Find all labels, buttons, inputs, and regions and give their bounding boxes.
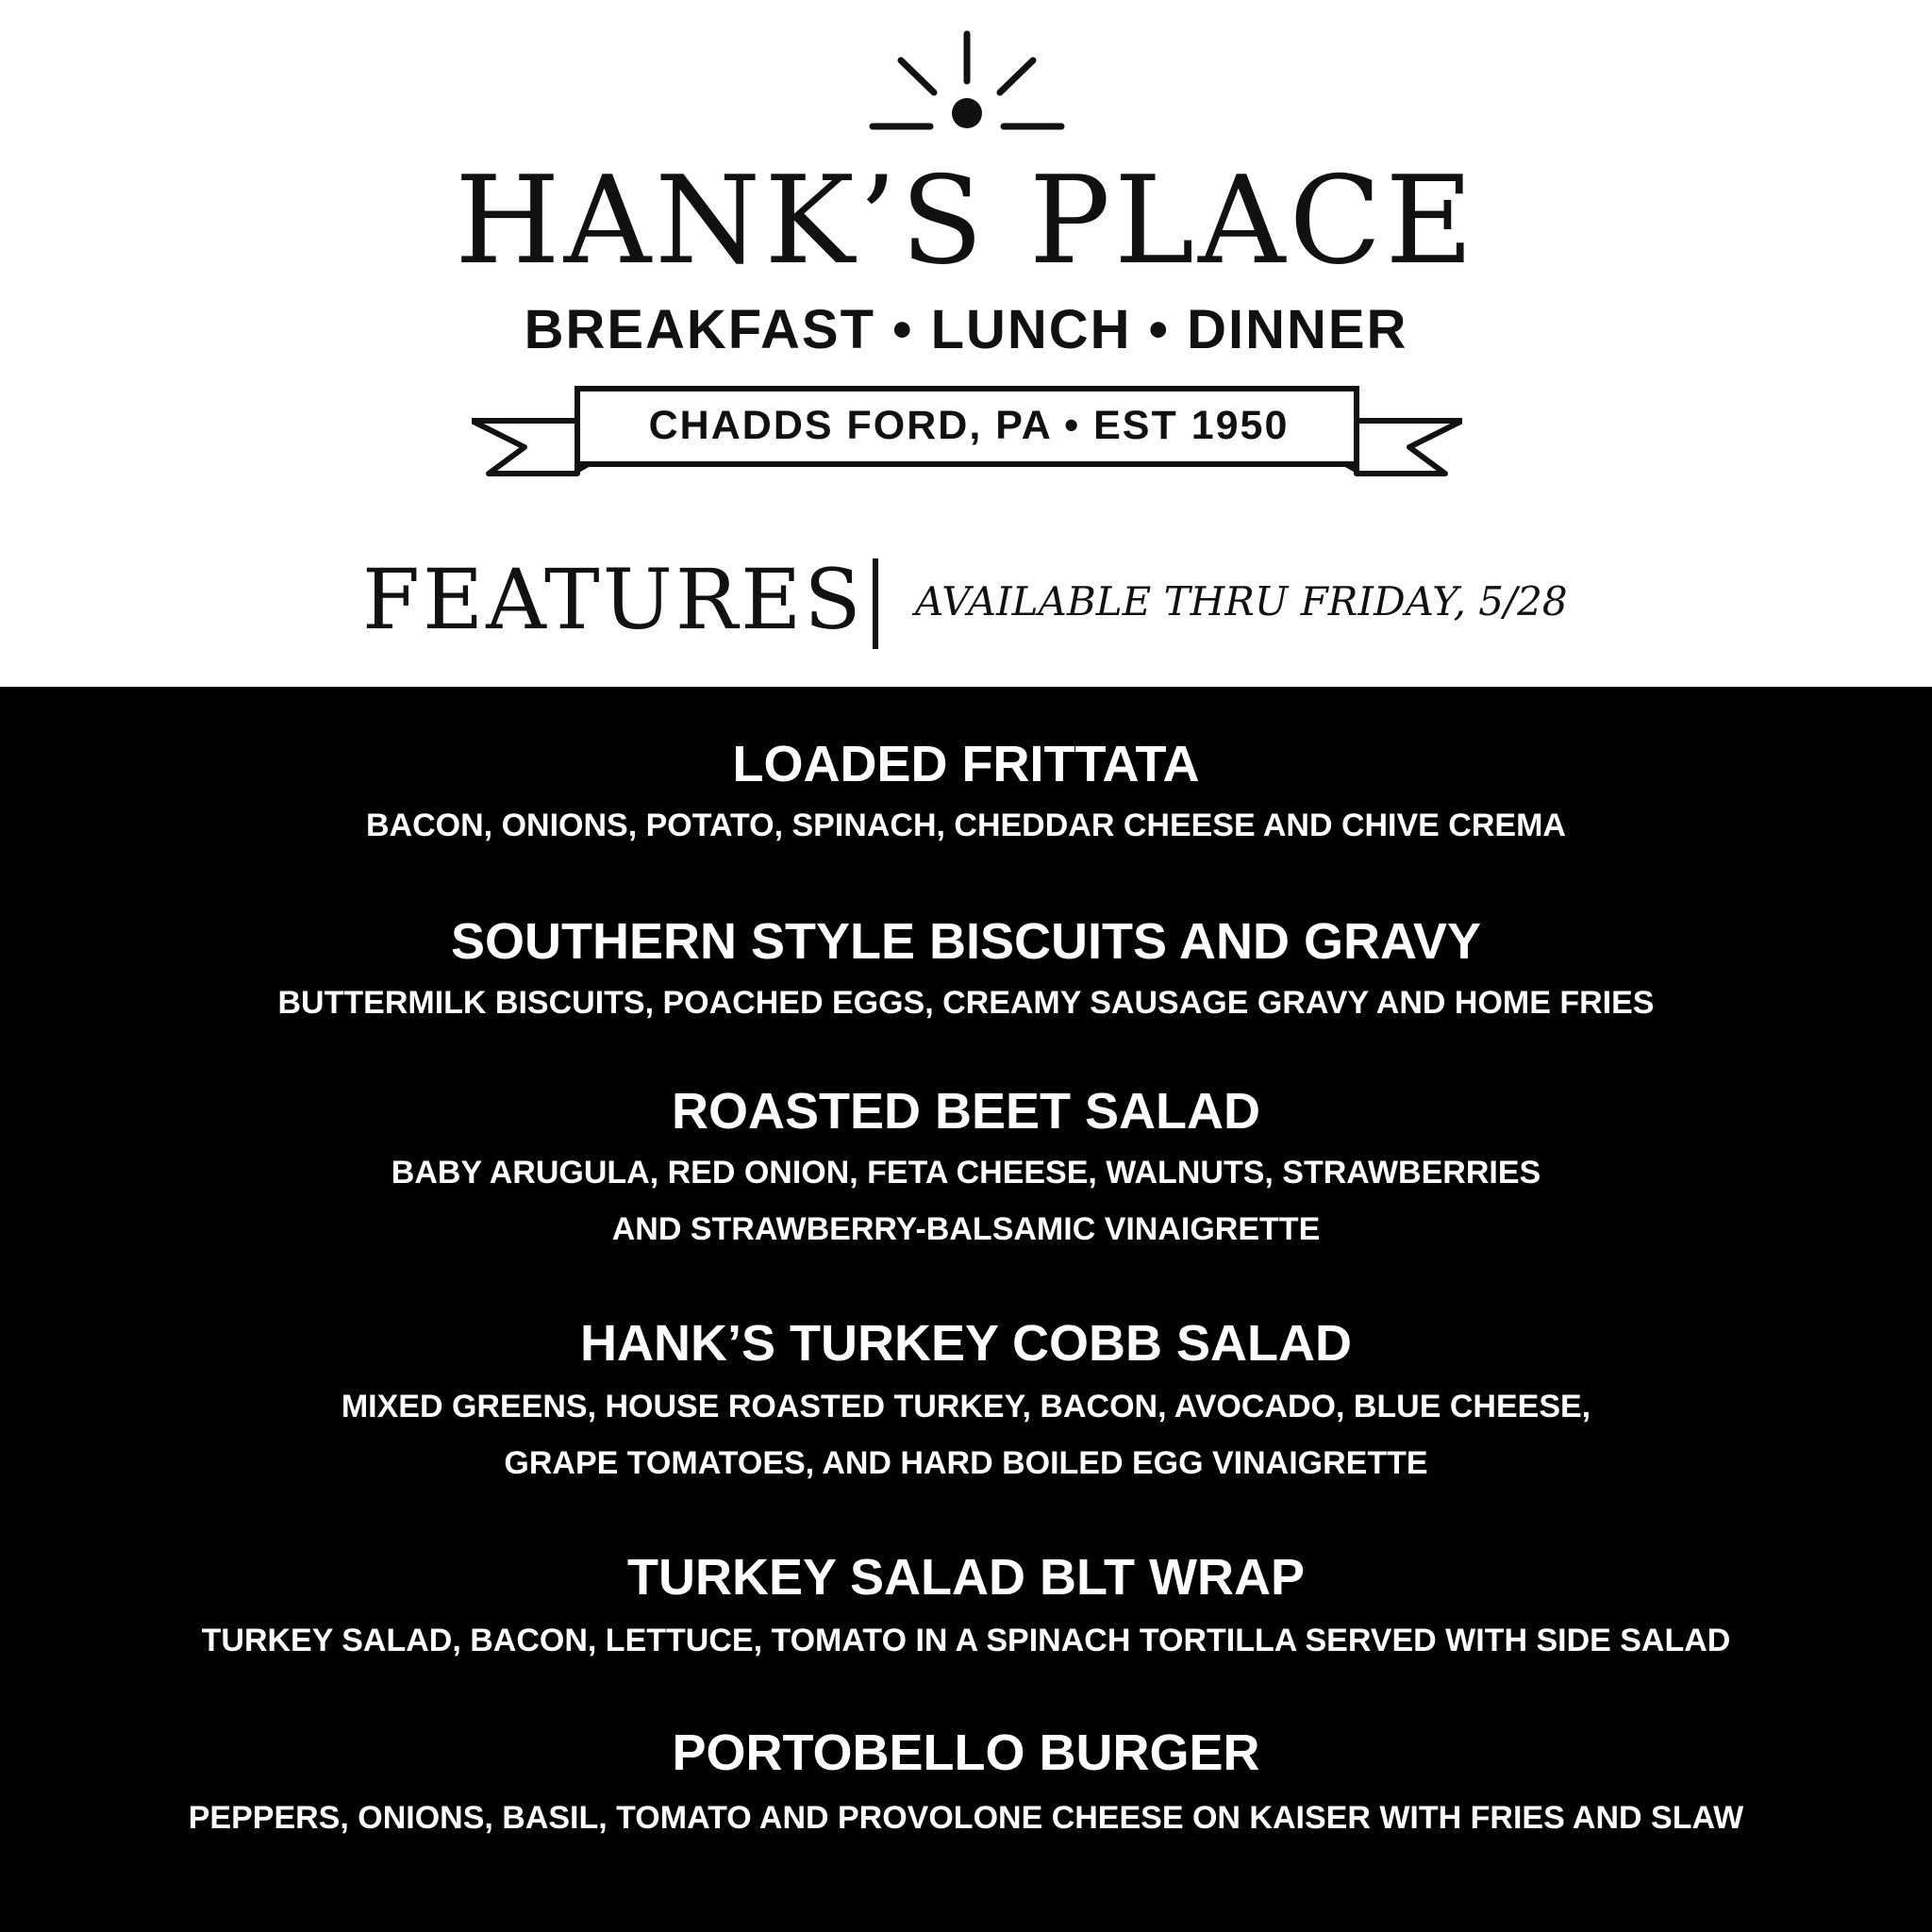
menu-item-title: HANK’S TURKEY COBB SALAD xyxy=(579,1315,1353,1372)
brand-tagline: BREAKFAST • LUNCH • DINNER xyxy=(524,299,1408,360)
menu-item-description: BABY ARUGULA, RED ONION, FETA CHEESE, WALNUTS, STRAWBERRIES xyxy=(391,1155,1541,1191)
features-availability: AVAILABLE THRU FRIDAY, 5/28 xyxy=(915,578,1568,625)
menu-item-description: GRAPE TOMATOES, AND HARD BOILED EGG VINAIGRETTE xyxy=(504,1445,1428,1481)
menu-item-title: ROASTED BEET SALAD xyxy=(671,1083,1261,1140)
menu-item-title: LOADED FRITTATA xyxy=(732,736,1200,792)
menu-item-title: SOUTHERN STYLE BISCUITS AND GRAVY xyxy=(450,913,1482,970)
features-heading: FEATURES xyxy=(362,551,864,648)
menu-item-title: TURKEY SALAD BLT WRAP xyxy=(627,1549,1305,1606)
features-divider xyxy=(873,558,878,649)
menu-item-description: PEPPERS, ONIONS, BASIL, TOMATO AND PROVOLONE CHEESE ON KAISER WITH FRIES AND SLAW xyxy=(188,1800,1744,1836)
menu-item-description: BUTTERMILK BISCUITS, POACHED EGGS, CREAMY SAUSAGE GRAVY AND HOME FRIES xyxy=(277,985,1655,1021)
menu-item-description: BACON, ONIONS, POTATO, SPINACH, CHEDDAR CHEESE AND CHIVE CREMA xyxy=(366,808,1566,843)
menu-item-description: MIXED GREENS, HOUSE ROASTED TURKEY, BACON, AVOCADO, BLUE CHEESE, xyxy=(341,1389,1591,1424)
menu-item-title: PORTOBELLO BURGER xyxy=(672,1724,1260,1781)
header xyxy=(0,0,1932,687)
menu-item-description: TURKEY SALAD, BACON, LETTUCE, TOMATO IN A SPINACH TORTILLA SERVED WITH SIDE SALAD xyxy=(201,1623,1731,1658)
brand-title: HANK’S PLACE xyxy=(455,151,1477,291)
sun-logo-icon xyxy=(868,26,1066,140)
menu-item-description: AND STRAWBERRY-BALSAMIC VINAIGRETTE xyxy=(611,1211,1321,1247)
ribbon-location-text: CHADDS FORD, PA • EST 1950 xyxy=(648,403,1290,448)
